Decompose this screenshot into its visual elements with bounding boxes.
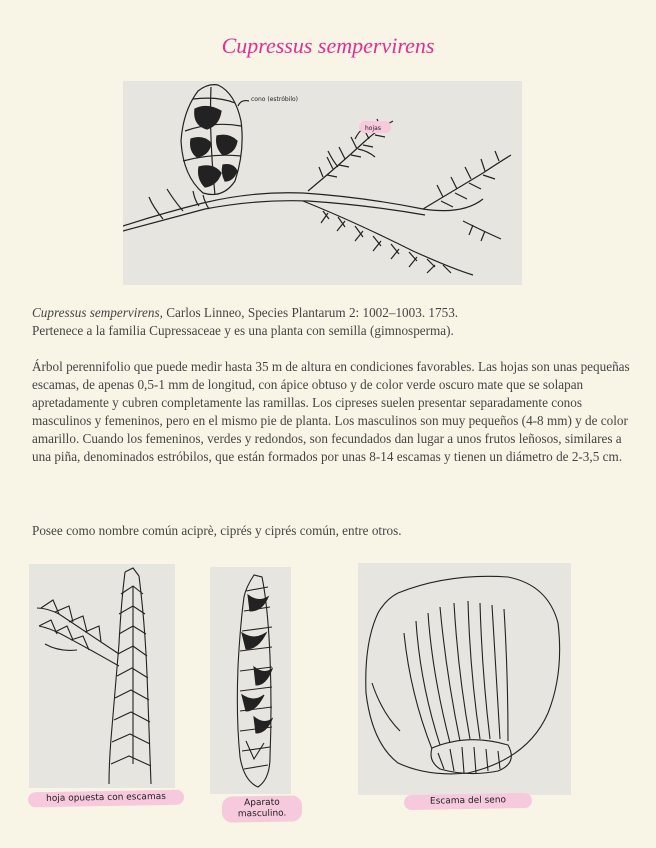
citation-block <box>32 304 632 340</box>
cone-label: cono (estróbilo) <box>251 96 299 103</box>
common-names-paragraph: Posee como nombre común aciprè, ciprés y ciprés común, entre otros. <box>32 523 402 538</box>
leaves-label: hojas <box>365 125 381 132</box>
male-cone-sketch-image <box>210 567 291 794</box>
seed-scale-sketch-image <box>358 563 571 795</box>
leaf-scales-sketch-image <box>29 564 175 788</box>
species-name: Cupressus sempervirens, <box>32 305 163 320</box>
seed-scale-caption: Escama del seno <box>404 793 532 810</box>
cone-drawing <box>181 85 242 209</box>
family-line: Pertenece a la familia Cupressaceae y es una planta con semilla (gimnosperma). <box>32 323 454 338</box>
description-paragraph: Árbol perennifolio que puede medir hasta 35 m de altura en condiciones favorables. Las hojas son unas pequeñas escamas, de apenas 0,5-1 mm de longitud, con ápice obtuso y de color verde oscuro mate que se solapan apretadamente y cubren completamente las ramillas. Los cipreses suelen presentar separadamente conos masculinos y femeninos, pero en el mismo pie de planta. Los masculinos son muy pequeños (4-8 mm) y de color amarillo. Cuando los femeninos, verdes y redondos, son fecundados dan lugar a unos frutos leñosos, similares a una piña, denominados estróbilos, que están formados por unas 8-14 escamas y tienen un diámetro de 2-3,5 cm. <box>32 359 630 464</box>
species-reference: Carlos Linneo, Species Plantarum 2: 1002–1003. 1753. <box>162 305 459 320</box>
male-cone-caption: Aparato masculino. <box>222 795 302 822</box>
branch-sketch-image <box>123 81 522 285</box>
page-title: Cupressus sempervirens <box>221 33 435 58</box>
leaf-caption: hoja opuesta con escamas <box>28 790 184 808</box>
